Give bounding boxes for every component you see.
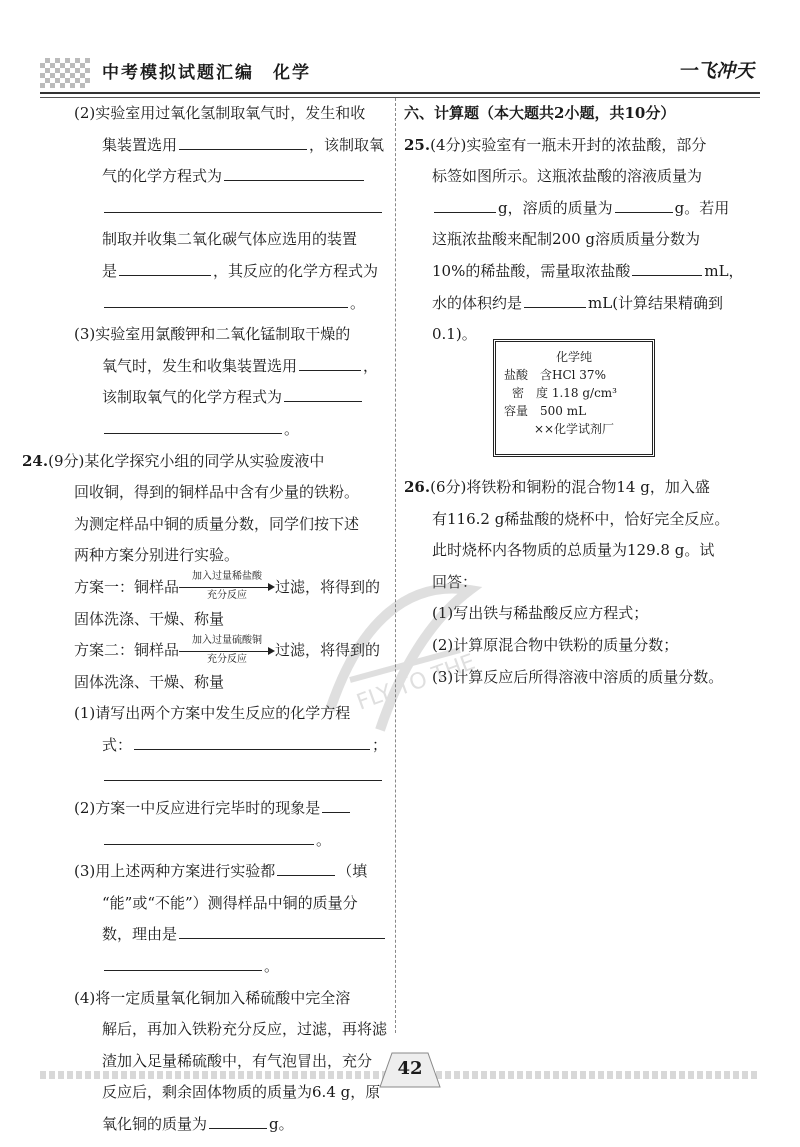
label-density: 密 度 1.18 g/cm³ bbox=[512, 386, 617, 400]
q23-2-line5: 制取并收集二氧化碳气体应选用的装置 bbox=[102, 230, 358, 249]
header-logo: 一飞冲天 bbox=[677, 60, 754, 82]
question-number: 26. bbox=[404, 478, 431, 496]
section-title: 六、计算题（本大题共2小题，共10分） bbox=[404, 104, 676, 122]
answer-blank[interactable] bbox=[209, 1112, 267, 1129]
q25-line5: 10%的稀盐酸，需量取浓盐酸 mL， bbox=[404, 256, 750, 288]
q23-2-line2: 集装置选用 ，该制取氧 bbox=[74, 130, 392, 162]
answer-blank[interactable] bbox=[224, 164, 364, 181]
question-number: 25. bbox=[404, 135, 431, 154]
checker-pattern-icon bbox=[40, 58, 90, 88]
reaction-arrow: 加入过量硫酸铜 充分反应 bbox=[179, 636, 275, 667]
plan2-cont: 固体洗涤、干燥、称量 bbox=[74, 672, 225, 691]
q24-1-line2: 式： ； bbox=[74, 730, 392, 762]
answer-blank[interactable] bbox=[119, 259, 211, 276]
header-title: 中考模拟试题汇编 化学 bbox=[102, 63, 311, 83]
q24-3-line4: 。 bbox=[74, 951, 392, 983]
q25-line4: 这瓶浓盐酸来配制200 g溶质质量分数为 bbox=[432, 230, 701, 249]
q24-3-line1: (3)用上述两种方案进行实验都 （填 bbox=[74, 856, 392, 888]
q23-2-line1: (2)实验室用过氧化氢制取氧气时，发生和收 bbox=[74, 104, 366, 122]
plan2-line: 方案二：铜样品 加入过量硫酸铜 充分反应 过滤，将得到的 bbox=[74, 634, 381, 665]
answer-blank[interactable] bbox=[104, 764, 382, 781]
q26-sub2: (2)计算原混合物中铁粉的质量分数； bbox=[432, 635, 679, 654]
q23-3-line2: 氧气时，发生和收集装置选用 ， bbox=[74, 351, 392, 383]
q25-line6: 水的体积约是 mL(计算结果精确到 bbox=[404, 288, 750, 320]
q26-line2: 有116.2 g稀盐酸的烧杯中，恰好完全反应。 bbox=[432, 509, 730, 528]
page-header bbox=[40, 52, 760, 94]
page-number: 42 bbox=[397, 1058, 423, 1079]
q24-3-line3: 数，理由是 bbox=[74, 919, 392, 951]
answer-blank[interactable] bbox=[434, 196, 496, 213]
q25-line2: 标签如图所示。这瓶浓盐酸的溶液质量为 bbox=[432, 167, 703, 186]
watermark-logo bbox=[290, 560, 520, 760]
plan1-line: 方案一：铜样品 加入过量稀盐酸 充分反应 过滤，将得到的 bbox=[74, 571, 381, 602]
q24-1-line3 bbox=[74, 761, 392, 793]
page-footer bbox=[40, 1045, 760, 1105]
answer-blank[interactable] bbox=[615, 196, 673, 213]
answer-blank[interactable] bbox=[299, 354, 361, 371]
svg-text:FLY TO THE: FLY TO THE bbox=[353, 649, 479, 716]
right-column bbox=[404, 98, 750, 351]
header-rule bbox=[40, 92, 760, 94]
q26-sub3: (3)计算反应后所得溶液中溶质的质量分数。 bbox=[432, 667, 724, 686]
label-factory: ××化学试剂厂 bbox=[533, 422, 615, 436]
q25-line1: 25.(4分)实验室有一瓶未开封的浓盐酸，部分 bbox=[404, 135, 707, 154]
q24-4-line3: 渣加入足量稀硫酸中，有气泡冒出，充分 bbox=[102, 1051, 373, 1070]
q26-sub1: (1)写出铁与稀盐酸反应方程式； bbox=[432, 604, 649, 623]
q23-3-line4: 。 bbox=[74, 414, 392, 446]
q23-3-line1: (3)实验室用氯酸钾和二氧化锰制取干燥的 bbox=[74, 325, 351, 344]
reaction-arrow: 加入过量稀盐酸 充分反应 bbox=[179, 572, 275, 603]
answer-blank[interactable] bbox=[104, 954, 262, 971]
q24-2-line1: (2)方案一中反应进行完毕时的现象是 bbox=[74, 793, 392, 825]
answer-blank[interactable] bbox=[104, 417, 282, 434]
q26-line3: 此时烧杯内各物质的总质量为129.8 g。试 bbox=[432, 541, 715, 560]
q24-line4: 两种方案分别进行实验。 bbox=[74, 546, 240, 565]
q24-4-line4: 反应后，剩余固体物质的质量为6.4 g，原 bbox=[102, 1083, 381, 1102]
q26-line1: 26.(6分)将铁粉和铜粉的混合物14 g，加入盛 bbox=[404, 478, 710, 496]
label-title: 化学纯 bbox=[555, 350, 592, 364]
q24-2-line2: 。 bbox=[74, 825, 392, 857]
q24-line1: 24.(9分)某化学探究小组的同学从实验废液中 bbox=[22, 451, 325, 470]
question-number: 24. bbox=[22, 451, 49, 470]
q24-line2: 回收铜，得到的铜样品中含有少量的铁粉。 bbox=[74, 483, 360, 502]
q23-2-line4 bbox=[74, 193, 392, 225]
q26-line4: 回答： bbox=[432, 572, 478, 591]
answer-blank[interactable] bbox=[104, 828, 314, 845]
reagent-label bbox=[493, 339, 655, 457]
q23-2-line3: 气的化学方程式为 bbox=[74, 161, 392, 193]
q23-3-line3: 该制取氧气的化学方程式为 bbox=[74, 382, 392, 414]
q24-line3: 为测定样品中铜的质量分数，同学们按下述 bbox=[74, 514, 360, 533]
q24-4-line5: 氧化铜的质量为 g。 bbox=[74, 1109, 392, 1141]
q23-2-line6: 是 ，其反应的化学方程式为 bbox=[74, 256, 392, 288]
q24-4-line2: 解后，再加入铁粉充分反应，过滤，再将滤 bbox=[102, 1020, 388, 1039]
plan1-cont: 固体洗涤、干燥、称量 bbox=[74, 609, 225, 628]
q25-line7: 0.1)。 bbox=[432, 325, 477, 344]
answer-blank[interactable] bbox=[632, 259, 702, 276]
q25-line3: g，溶质的质量为 g。若用 bbox=[404, 193, 750, 225]
label-volume: 容量 500 mL bbox=[504, 404, 587, 418]
answer-blank[interactable] bbox=[179, 922, 385, 939]
answer-blank[interactable] bbox=[284, 385, 362, 402]
answer-blank[interactable] bbox=[322, 796, 350, 813]
label-hcl: 盐酸 含HCl 37% bbox=[504, 368, 606, 382]
q24-3-line2: “能”或“不能”）测得样品中铜的质量分 bbox=[102, 893, 358, 912]
q23-2-line7: 。 bbox=[74, 288, 392, 320]
q24-1-line1: (1)请写出两个方案中发生反应的化学方程 bbox=[74, 704, 351, 723]
q24-4-line1: (4)将一定质量氧化铜加入稀硫酸中完全溶 bbox=[74, 988, 351, 1007]
answer-blank[interactable] bbox=[524, 291, 586, 308]
answer-blank[interactable] bbox=[179, 133, 307, 150]
page-number-box bbox=[370, 1047, 450, 1093]
answer-blank[interactable] bbox=[104, 196, 382, 213]
answer-blank[interactable] bbox=[104, 291, 348, 308]
answer-blank[interactable] bbox=[277, 859, 335, 876]
